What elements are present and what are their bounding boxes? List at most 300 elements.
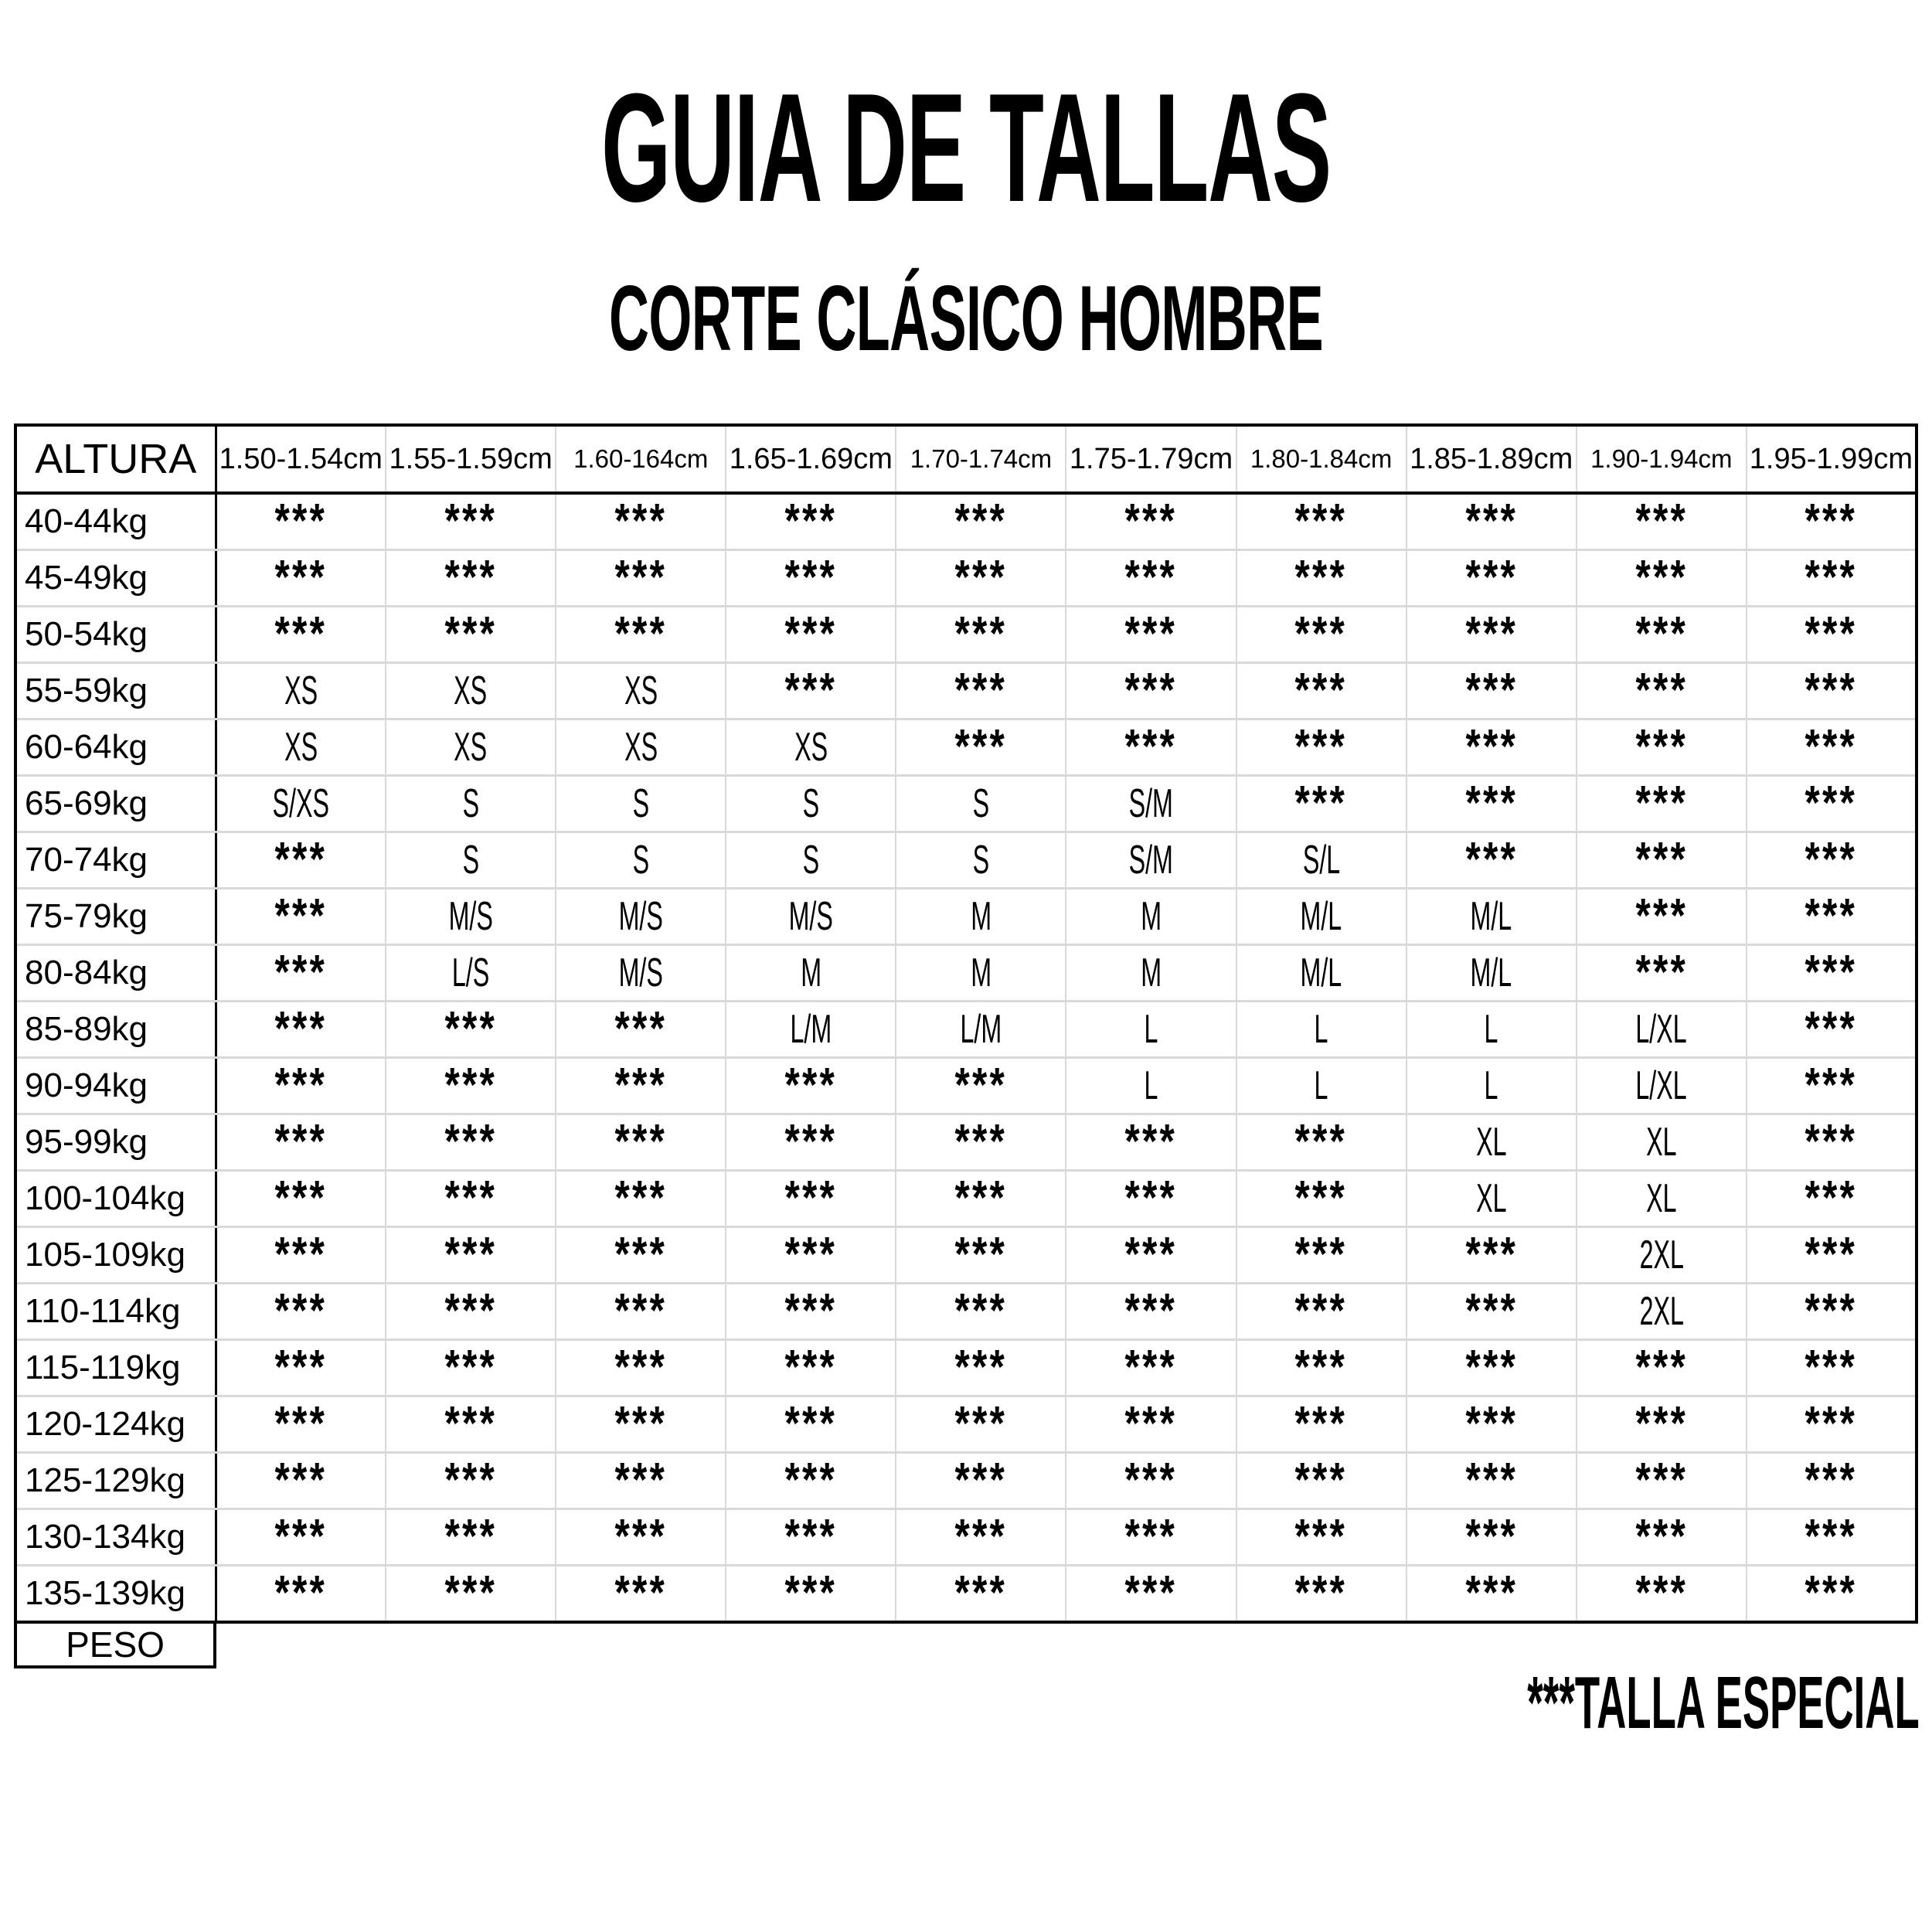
size-cell [1236, 1058, 1406, 1114]
size-cell [1577, 1509, 1747, 1566]
height-column-header: 1.90-1.94cm [1577, 425, 1747, 493]
size-value: S [972, 781, 990, 826]
size-cell [896, 945, 1066, 1002]
size-cell [556, 1340, 726, 1396]
size-cell [1066, 945, 1236, 1002]
size-cell [386, 663, 556, 719]
special-size-marker: *** [1635, 664, 1688, 717]
size-cell [1406, 1114, 1577, 1171]
size-cell [1066, 1002, 1236, 1058]
size-cell [1236, 889, 1406, 945]
special-size-marker: *** [1635, 495, 1688, 548]
size-cell [1236, 945, 1406, 1002]
height-column-header: 1.95-1.99cm [1747, 425, 1917, 493]
special-size-marker: *** [954, 1454, 1008, 1507]
size-cell [386, 1340, 556, 1396]
weight-row-label: 135-139kg [15, 1566, 216, 1623]
size-cell [1236, 1453, 1406, 1509]
size-cell [216, 607, 386, 663]
size-value: XL [1475, 1176, 1507, 1221]
table-row [15, 776, 1917, 832]
size-value: M [1141, 951, 1162, 995]
size-cell [726, 1284, 896, 1340]
special-size-marker: *** [614, 1510, 667, 1563]
special-size-marker: *** [614, 1341, 667, 1394]
size-cell [896, 1284, 1066, 1340]
special-size-marker: *** [1804, 889, 1858, 943]
special-size-marker: *** [1804, 777, 1858, 830]
table-row [15, 1171, 1917, 1227]
special-size-marker: *** [1635, 833, 1688, 886]
size-cell [1066, 1566, 1236, 1623]
size-cell [726, 1114, 896, 1171]
special-size-marker: *** [954, 1059, 1008, 1112]
size-cell [1577, 663, 1747, 719]
size-cell [1747, 1509, 1917, 1566]
corner-header-altura: ALTURA [15, 425, 216, 493]
size-value: L/XL [1635, 1063, 1687, 1108]
size-cell [726, 776, 896, 832]
size-value: M/L [1470, 951, 1512, 995]
size-cell [1066, 1340, 1236, 1396]
special-size-marker: *** [1124, 1228, 1178, 1281]
size-value: XS [454, 725, 488, 770]
size-cell [1577, 1227, 1747, 1284]
weight-row-label: 70-74kg [15, 832, 216, 889]
size-cell [1236, 1284, 1406, 1340]
special-size-marker: *** [274, 551, 328, 604]
special-size-marker: *** [1124, 1284, 1178, 1338]
page-subtitle: CORTE CLÁSICO HOMBRE [609, 267, 1323, 370]
header-row [15, 425, 1917, 493]
size-cell [1577, 776, 1747, 832]
size-cell [1406, 607, 1577, 663]
special-size-marker: *** [274, 1002, 328, 1056]
size-cell [1066, 1396, 1236, 1453]
size-cell [726, 550, 896, 607]
size-value: M/S [618, 951, 663, 995]
size-cell [896, 1340, 1066, 1396]
size-cell [1066, 719, 1236, 776]
special-size-marker: *** [1635, 607, 1688, 661]
table-row [15, 1453, 1917, 1509]
size-cell [1066, 607, 1236, 663]
size-cell [556, 719, 726, 776]
size-cell [896, 1453, 1066, 1509]
size-cell [1406, 1566, 1577, 1623]
size-cell [896, 663, 1066, 719]
size-cell [216, 1509, 386, 1566]
special-size-marker: *** [954, 1566, 1008, 1620]
size-cell [1577, 945, 1747, 1002]
table-row [15, 1509, 1917, 1566]
special-size-marker: *** [1464, 1454, 1518, 1507]
weight-row-label: 65-69kg [15, 776, 216, 832]
size-cell [726, 663, 896, 719]
size-cell [726, 832, 896, 889]
table-row [15, 832, 1917, 889]
size-cell [1406, 945, 1577, 1002]
size-cell [1747, 1566, 1917, 1623]
special-size-marker: *** [1804, 1172, 1858, 1225]
size-cell [216, 550, 386, 607]
size-cell [1577, 832, 1747, 889]
size-cell [1066, 889, 1236, 945]
size-value: S [632, 838, 649, 883]
special-size-marker: *** [274, 607, 328, 661]
page-title: GUIA DE TALLAS [601, 62, 1331, 234]
size-cell [1406, 1284, 1577, 1340]
size-cell [216, 663, 386, 719]
special-size-marker: *** [1464, 607, 1518, 661]
weight-row-label: 95-99kg [15, 1114, 216, 1171]
table-row [15, 1227, 1917, 1284]
special-size-marker: *** [1804, 1341, 1858, 1394]
size-cell [1066, 1509, 1236, 1566]
special-size-marker: *** [1294, 1341, 1348, 1394]
size-value: S/XS [272, 781, 330, 826]
size-cell [216, 1058, 386, 1114]
special-size-marker: *** [444, 1059, 497, 1112]
size-value: XS [284, 725, 318, 770]
weight-row-label: 85-89kg [15, 1002, 216, 1058]
special-size-marker: *** [614, 1172, 667, 1225]
special-size-marker: *** [444, 1002, 497, 1056]
size-cell [896, 1509, 1066, 1566]
special-size-marker: *** [784, 551, 838, 604]
size-value: M [970, 951, 992, 995]
size-cell [1406, 1340, 1577, 1396]
size-value: M/S [788, 894, 833, 939]
size-cell [1236, 1396, 1406, 1453]
weight-row-label: 60-64kg [15, 719, 216, 776]
size-value: L [1144, 1063, 1158, 1108]
size-value: M [800, 951, 821, 995]
special-size-marker: *** [1294, 1115, 1348, 1168]
size-cell [556, 1566, 726, 1623]
size-value: L/S [451, 951, 490, 995]
special-size-marker: *** [614, 1059, 667, 1112]
table-row [15, 1058, 1917, 1114]
special-size-marker: *** [614, 1284, 667, 1338]
special-size-marker: *** [784, 1172, 838, 1225]
special-size-marker: *** [614, 607, 667, 661]
special-size-marker: *** [954, 1228, 1008, 1281]
special-size-marker: *** [1294, 1454, 1348, 1507]
size-cell [1066, 832, 1236, 889]
special-size-marker: *** [784, 664, 838, 717]
size-cell [216, 1340, 386, 1396]
size-cell [1406, 1058, 1577, 1114]
special-size-marker: *** [274, 1115, 328, 1168]
size-cell [726, 1171, 896, 1227]
size-cell [1066, 1171, 1236, 1227]
size-cell [216, 1114, 386, 1171]
size-cell [1747, 1058, 1917, 1114]
special-size-marker: *** [1804, 1566, 1858, 1620]
size-cell [1236, 832, 1406, 889]
size-cell [216, 1396, 386, 1453]
size-cell [1577, 1171, 1747, 1227]
size-value: S [462, 781, 479, 826]
size-cell [1406, 1227, 1577, 1284]
size-value: M/L [1300, 894, 1342, 939]
size-cell [1747, 1114, 1917, 1171]
weight-row-label: 40-44kg [15, 493, 216, 550]
special-size-marker: *** [1124, 1397, 1178, 1451]
size-cell [216, 832, 386, 889]
weight-row-label: 75-79kg [15, 889, 216, 945]
footnote-talla-especial: ***TALLA ESPECIAL [1527, 1662, 1920, 1744]
special-size-marker: *** [1294, 1172, 1348, 1225]
size-value: S/M [1128, 838, 1174, 883]
size-cell [556, 493, 726, 550]
special-size-marker: *** [1804, 1059, 1858, 1112]
size-value: XL [1646, 1176, 1677, 1221]
special-size-marker: *** [954, 551, 1008, 604]
size-cell [386, 1509, 556, 1566]
special-size-marker: *** [1804, 1228, 1858, 1281]
special-size-marker: *** [1804, 1115, 1858, 1168]
size-cell [726, 493, 896, 550]
size-cell [1236, 663, 1406, 719]
special-size-marker: *** [1464, 664, 1518, 717]
size-value: S/M [1128, 781, 1174, 826]
special-size-marker: *** [1124, 1172, 1178, 1225]
weight-row-label: 125-129kg [15, 1453, 216, 1509]
weight-row-label: 110-114kg [15, 1284, 216, 1340]
special-size-marker: *** [1635, 1566, 1688, 1620]
table-row [15, 607, 1917, 663]
peso-footer-cell: PESO [14, 1624, 216, 1668]
size-cell [386, 776, 556, 832]
size-cell [726, 945, 896, 1002]
special-size-marker: *** [1464, 1510, 1518, 1563]
height-column-header: 1.50-1.54cm [216, 425, 386, 493]
size-cell [726, 1227, 896, 1284]
size-cell [1747, 1453, 1917, 1509]
special-size-marker: *** [444, 1172, 497, 1225]
size-value: XS [624, 725, 658, 770]
size-cell [1406, 1453, 1577, 1509]
special-size-marker: *** [1124, 1454, 1178, 1507]
special-size-marker: *** [784, 1341, 838, 1394]
size-cell [1406, 663, 1577, 719]
special-size-marker: *** [1464, 1397, 1518, 1451]
special-size-marker: *** [1635, 1454, 1688, 1507]
size-cell [1747, 1227, 1917, 1284]
size-cell [216, 1284, 386, 1340]
size-value: M [970, 894, 992, 939]
size-cell [1236, 607, 1406, 663]
special-size-marker: *** [1294, 495, 1348, 548]
table-row [15, 889, 1917, 945]
special-size-marker: *** [1124, 1566, 1178, 1620]
height-column-header: 1.70-1.74cm [896, 425, 1066, 493]
size-cell [1577, 493, 1747, 550]
special-size-marker: *** [274, 1341, 328, 1394]
size-cell [216, 1453, 386, 1509]
special-size-marker: *** [954, 720, 1008, 774]
special-size-marker: *** [274, 1454, 328, 1507]
weight-row-label: 45-49kg [15, 550, 216, 607]
weight-row-label: 100-104kg [15, 1171, 216, 1227]
special-size-marker: *** [1124, 1115, 1178, 1168]
special-size-marker: *** [1294, 1566, 1348, 1620]
special-size-marker: *** [274, 1228, 328, 1281]
size-cell [1236, 1227, 1406, 1284]
special-size-marker: *** [1804, 551, 1858, 604]
special-size-marker: *** [1464, 720, 1518, 774]
special-size-marker: *** [1804, 495, 1858, 548]
size-cell [726, 1340, 896, 1396]
special-size-marker: *** [1804, 833, 1858, 886]
special-size-marker: *** [444, 1510, 497, 1563]
special-size-marker: *** [784, 1059, 838, 1112]
size-cell [1236, 550, 1406, 607]
size-cell [896, 1002, 1066, 1058]
size-cell [896, 493, 1066, 550]
special-size-marker: *** [1804, 1284, 1858, 1338]
size-cell [726, 607, 896, 663]
special-size-marker: *** [1294, 1510, 1348, 1563]
special-size-marker: *** [784, 1228, 838, 1281]
size-cell [556, 776, 726, 832]
height-column-header: 1.85-1.89cm [1406, 425, 1577, 493]
size-cell [1747, 1002, 1917, 1058]
size-cell [1406, 832, 1577, 889]
size-cell [556, 1227, 726, 1284]
size-cell [386, 1058, 556, 1114]
size-cell [726, 1566, 896, 1623]
size-cell [896, 1114, 1066, 1171]
size-cell [216, 776, 386, 832]
size-cell [386, 1396, 556, 1453]
table-row [15, 719, 1917, 776]
special-size-marker: *** [444, 1284, 497, 1338]
size-cell [1747, 889, 1917, 945]
weight-row-label: 115-119kg [15, 1340, 216, 1396]
special-size-marker: *** [444, 1115, 497, 1168]
special-size-marker: *** [444, 1397, 497, 1451]
size-cell [216, 1002, 386, 1058]
size-cell [896, 1171, 1066, 1227]
special-size-marker: *** [614, 1566, 667, 1620]
special-size-marker: *** [954, 1172, 1008, 1225]
size-cell [726, 719, 896, 776]
size-cell [726, 1453, 896, 1509]
height-column-header: 1.55-1.59cm [386, 425, 556, 493]
size-cell [1747, 945, 1917, 1002]
special-size-marker: *** [614, 551, 667, 604]
special-size-marker: *** [1464, 1228, 1518, 1281]
special-size-marker: *** [274, 1059, 328, 1112]
weight-row-label: 105-109kg [15, 1227, 216, 1284]
special-size-marker: *** [1124, 495, 1178, 548]
special-size-marker: *** [1464, 1284, 1518, 1338]
special-size-marker: *** [274, 1284, 328, 1338]
size-cell [1577, 719, 1747, 776]
special-size-marker: *** [444, 1341, 497, 1394]
table-row [15, 1566, 1917, 1623]
size-cell [726, 1002, 896, 1058]
special-size-marker: *** [1464, 833, 1518, 886]
size-cell [386, 945, 556, 1002]
special-size-marker: *** [614, 1002, 667, 1056]
size-value: 2XL [1639, 1233, 1684, 1277]
size-cell [1577, 1453, 1747, 1509]
size-value: XL [1646, 1120, 1677, 1165]
size-cell [1577, 1566, 1747, 1623]
size-cell [556, 663, 726, 719]
special-size-marker: *** [1294, 1228, 1348, 1281]
weight-row-label: 130-134kg [15, 1509, 216, 1566]
size-value: 2XL [1639, 1289, 1684, 1334]
size-cell [1066, 1227, 1236, 1284]
size-cell [1236, 1509, 1406, 1566]
special-size-marker: *** [1635, 889, 1688, 943]
size-cell [1747, 663, 1917, 719]
size-cell [556, 832, 726, 889]
size-value: L [1484, 1063, 1498, 1108]
special-size-marker: *** [614, 1454, 667, 1507]
size-cell [1066, 493, 1236, 550]
size-cell [1747, 493, 1917, 550]
special-size-marker: *** [954, 1397, 1008, 1451]
special-size-marker: *** [1294, 1397, 1348, 1451]
size-cell [386, 1171, 556, 1227]
size-cell [896, 607, 1066, 663]
table-row [15, 1284, 1917, 1340]
size-cell [386, 1227, 556, 1284]
size-cell [726, 1058, 896, 1114]
size-cell [1236, 493, 1406, 550]
special-size-marker: *** [1124, 664, 1178, 717]
special-size-marker: *** [954, 1510, 1008, 1563]
size-value: XS [454, 668, 488, 713]
size-cell [216, 493, 386, 550]
special-size-marker: *** [1804, 607, 1858, 661]
size-cell [1747, 719, 1917, 776]
special-size-marker: *** [444, 1228, 497, 1281]
special-size-marker: *** [614, 495, 667, 548]
special-size-marker: *** [444, 1454, 497, 1507]
size-cell [386, 719, 556, 776]
size-cell [556, 1058, 726, 1114]
special-size-marker: *** [1635, 1397, 1688, 1451]
size-cell [1406, 1396, 1577, 1453]
size-cell [1066, 1114, 1236, 1171]
size-cell [1406, 1002, 1577, 1058]
size-cell [386, 832, 556, 889]
size-cell [556, 945, 726, 1002]
size-cell [386, 889, 556, 945]
size-cell [1236, 1002, 1406, 1058]
table-row [15, 493, 1917, 550]
size-value: XS [284, 668, 318, 713]
size-cell [386, 1566, 556, 1623]
size-cell [726, 1509, 896, 1566]
special-size-marker: *** [954, 1284, 1008, 1338]
special-size-marker: *** [1804, 720, 1858, 774]
special-size-marker: *** [1635, 777, 1688, 830]
size-cell [1066, 1058, 1236, 1114]
size-cell [1747, 832, 1917, 889]
special-size-marker: *** [1464, 1566, 1518, 1620]
size-cell [556, 1509, 726, 1566]
size-cell [386, 1114, 556, 1171]
special-size-marker: *** [1294, 607, 1348, 661]
